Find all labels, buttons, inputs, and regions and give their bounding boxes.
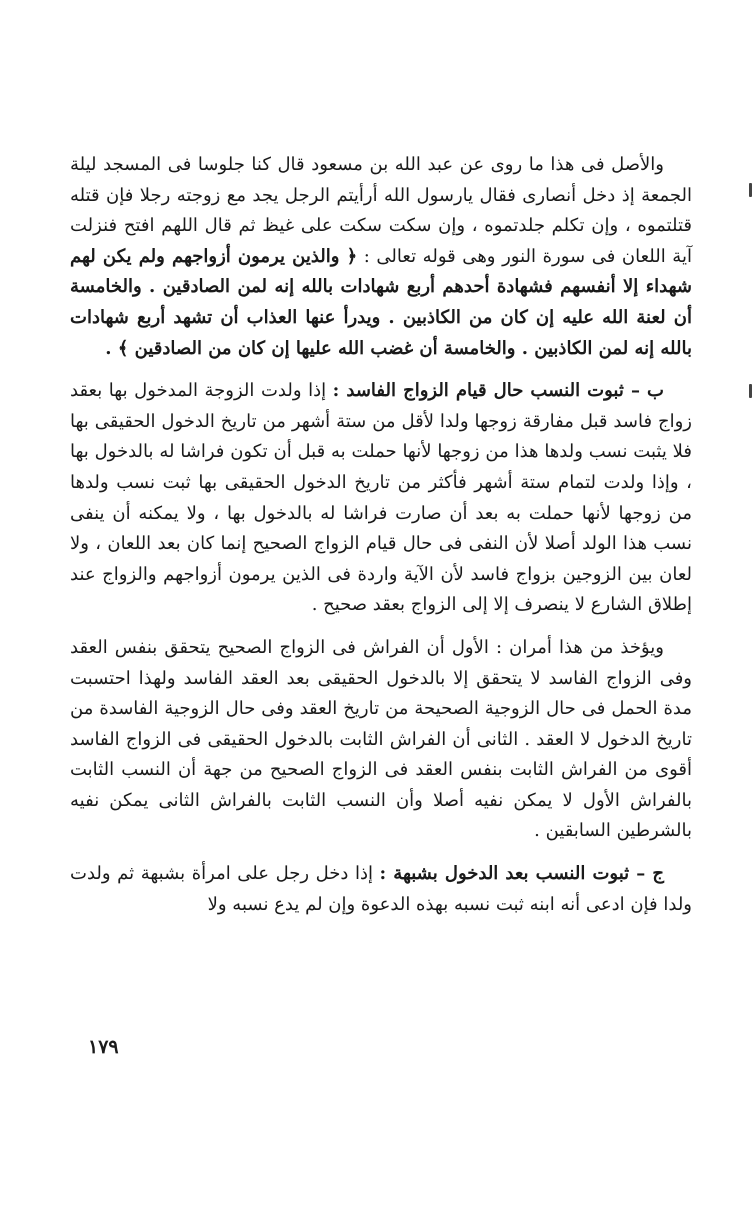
- two-matters-body: ويؤخذ من هذا أمران : الأول أن الفراش فى الزواج الصحيح يتحقق بنفس العقد وفى الزواج الفاسد لا يتحقق إلا بالدخول الحقيقى بعد العقد الفاسد ولهذا احتسبت مدة الحمل فى حال الزوجية الصحيحة من تاريخ العقد وفى حال الزوجية الفاسدة من تاريخ الدخول لا العقد . الثانى أن الفراش الثابت بالدخول الحقيقى فى الزواج الفاسد أقوى من الفراش الثابت بنفس العقد فى الزواج الصحيح من جهة أن النسب الثابت بالفراش الأول لا يمكن نفيه أصلا وأن النسب الثابت بالفراش الثانى يمكن نفيه بالشرطين السابقين .: [70, 636, 692, 842]
- two-matters-paragraph: [70, 633, 692, 847]
- section-gap: [70, 364, 692, 376]
- section-b-body: إذا ولدت الزوجة المدخول بها بعقد زواج فاسد قبل مفارقة زوجها ولدا لأقل من ستة أشهر من تاريخ الدخول الحقيقى بها فلا يثبت نسب ولدها هذا من زوجها لأنها حملت به قبل أن تكون فراشا له بالدخول بها ، وإذا ولدت لتمام ستة أشهر فأكثر من تاريخ الدخول الحقيقى بها ثبت نسب ولدها من زوجها لأنها حملت به بعد أن صارت فراشا له بالدخول بها ، ولا يمكنه أن ينفى نسب هذا الولد أصلا لأن النفى فى حال قيام الزواج الصحيح إنما كان بعد اللعان ، ولا لعان بين الزوجين بزواج فاسد لأن الآية واردة فى الذين يرمون أزواجهم والزواج عند إطلاق الشارع لا ينصرف إلا إلى الزواج بعقد صحيح .: [70, 380, 692, 616]
- origin-intro-text: والأصل فى هذا ما روى عن عبد الله بن مسعود قال كنا جلوسا فى المسجد ليلة الجمعة إذ دخل أنصارى فقال يارسول الله أرأيتم الرجل يجد مع زوجته رجلا فإن قتله قتلتموه ، وإن تكلم جلدتموه ، وإن سكت سكت على غيظ ثم قال اللهم افتح فنزلت آية اللعان فى سورة النور وهى قوله تعالى :: [70, 154, 692, 267]
- section-c-paragraph: [70, 859, 692, 920]
- scan-edge-mark: [749, 183, 752, 197]
- section-c-heading: ج – ثبوت النسب بعد الدخول بشبهة :: [379, 863, 664, 885]
- scan-edge-mark: [749, 384, 752, 398]
- section-b-paragraph: [70, 376, 692, 621]
- page-body: [70, 150, 692, 920]
- section-b-heading: ب – ثبوت النسب حال قيام الزواج الفاسد :: [332, 380, 664, 402]
- section-gap: [70, 621, 692, 633]
- quran-verse: ﴿ والذين يرمون أزواجهم ولم يكن لهم شهداء إلا أنفسهم فشهادة أحدهم أربع شهادات بالله إنه لمن الصادقين . والخامسة أن لعنة الله عليه إن كان من الكاذبين . ويدرأ عنها العذاب أن تشهد أربع شهادات بالله إنه لمن الكاذبين . والخامسة أن غضب الله عليها إن كان من الصادقين ﴾ .: [70, 245, 692, 359]
- section-c-body: إذا دخل رجل على امرأة بشبهة ثم ولدت ولدا فإن ادعى أنه ابنه ثبت نسبه بهذه الدعوة وإن لم يدع نسبه ولا: [70, 863, 692, 915]
- origin-paragraph: [70, 150, 692, 364]
- section-gap: [70, 847, 692, 859]
- page-number: ١٧٩: [88, 1036, 119, 1058]
